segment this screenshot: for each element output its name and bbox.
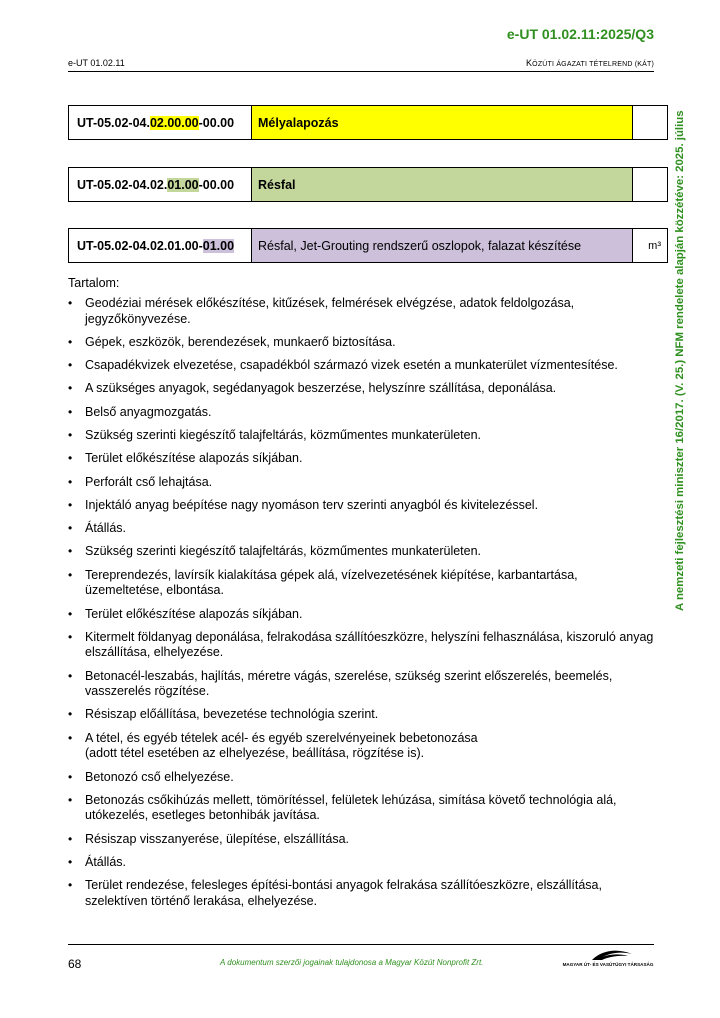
copyright-note: A dokumentum szerzői jogainak tulajdonosa a Magyar Közút Nonprofit Zrt. bbox=[220, 958, 484, 967]
document-code: e-UT 01.02.11:2025/Q3 bbox=[506, 26, 654, 42]
item-code-box-1 bbox=[68, 105, 668, 140]
list-item: • Perforált cső lehajtása. bbox=[68, 475, 658, 491]
item-code: UT-05.02-04.02.01.00-01.00 bbox=[69, 229, 252, 263]
item-unit bbox=[633, 106, 668, 140]
header-right-rest: ÖZÚTI ÁGAZATI TÉTELREND (KÁT) bbox=[532, 61, 654, 68]
list-item: • Átállás. bbox=[68, 855, 658, 871]
list-item: • A szükséges anyagok, segédanyagok beszerzése, helyszínre szállítása, deponálása. bbox=[68, 381, 658, 397]
list-item: • Terület előkészítése alapozás síkjában. bbox=[68, 607, 658, 623]
list-item: • Injektáló anyag beépítése nagy nyomáson terv szerinti anyagból és kivitelezéssel. bbox=[68, 498, 658, 514]
item-code: UT-05.02-04.02.01.00-00.00 bbox=[69, 168, 252, 202]
logo-text: MAGYAR ÚT- ÉS VASÚTÜGYI TÁRSASÁG bbox=[562, 962, 654, 967]
list-item: • Belső anyagmozgatás. bbox=[68, 405, 658, 421]
item-unit: m³ bbox=[633, 229, 668, 263]
side-publication-note: A nemzeti fejlesztési miniszter 16/2017. (V. 25.) NFM rendelete alapján közzétéve: 2025. július bbox=[674, 110, 686, 612]
footer-divider bbox=[68, 944, 654, 945]
header-right bbox=[526, 58, 654, 68]
item-name: Résfal bbox=[252, 168, 633, 202]
item-unit bbox=[633, 168, 668, 202]
list-item: • Betonozó cső elhelyezése. bbox=[68, 770, 658, 786]
header-divider bbox=[68, 71, 654, 72]
item-name: Résfal, Jet-Grouting rendszerű oszlopok, falazat készítése bbox=[252, 229, 633, 263]
list-item: • Geodéziai mérések előkészítése, kitűzések, felmérések elvégzése, adatok feldolgozása, jegyzőkönyvezése. bbox=[68, 296, 658, 327]
item-code-box-2 bbox=[68, 167, 668, 202]
list-item: • A tétel, és egyéb tételek acél- és egyéb szerelvényeinek bebetonozása (adott tétel esetében az elhelyezése, beállítása, rögzítése is). bbox=[68, 731, 658, 762]
item-code-box-3 bbox=[68, 228, 668, 263]
list-item: • Tereprendezés, lavírsík kialakítása gépek alá, vízelvezetésének kiépítése, karbantartása, üzemeltetése, elbontása. bbox=[68, 568, 658, 599]
content-title: Tartalom: bbox=[68, 276, 120, 290]
list-item: • Terület rendezése, felesleges építési-bontási anyagok felrakása szállítóeszközre, elszállítása, szelektíven történő lerakása, elhelyezése. bbox=[68, 878, 658, 909]
item-code: UT-05.02-04.02.00.00-00.00 bbox=[69, 106, 252, 140]
company-logo bbox=[562, 948, 654, 970]
list-item: • Gépek, eszközök, berendezések, munkaerő biztosítása. bbox=[68, 335, 658, 351]
list-item: • Kitermelt földanyag deponálása, felrakodása szállítóeszközre, helyszíni felhasználása, kiszoruló anyag elszállítása, elhelyezése. bbox=[68, 630, 658, 661]
list-item: • Betonacél-leszabás, hajlítás, méretre vágás, szerelése, szükség szerint előszerelés, beemelés, vasszerelés rögzítése. bbox=[68, 669, 658, 700]
item-name: Mélyalapozás bbox=[252, 106, 633, 140]
list-item: • Csapadékvizek elvezetése, csapadékból származó vizek esetén a munkaterület vízmentesítése. bbox=[68, 358, 658, 374]
list-item: • Betonozás csőkihúzás mellett, tömörítéssel, felületek lehúzása, simítása követő technológia alá, utókezelés, esetleges betonhibák javítása. bbox=[68, 793, 658, 824]
page-number: 68 bbox=[68, 957, 82, 971]
list-item: • Résiszap előállítása, bevezetése technológia szerint. bbox=[68, 707, 658, 723]
list-item: • Szükség szerinti kiegészítő talajfeltárás, közműmentes munkaterületen. bbox=[68, 428, 658, 444]
logo-swoosh-icon bbox=[562, 948, 654, 962]
content-list bbox=[68, 296, 658, 917]
list-item: • Résiszap visszanyerése, ülepítése, elszállítása. bbox=[68, 832, 658, 848]
header-right-initial: K bbox=[525, 58, 533, 68]
list-item: • Szükség szerinti kiegészítő talajfeltárás, közműmentes munkaterületen. bbox=[68, 544, 658, 560]
list-item: • Terület előkészítése alapozás síkjában. bbox=[68, 451, 658, 467]
list-item: • Átállás. bbox=[68, 521, 658, 537]
header-left: e-UT 01.02.11 bbox=[68, 58, 125, 68]
